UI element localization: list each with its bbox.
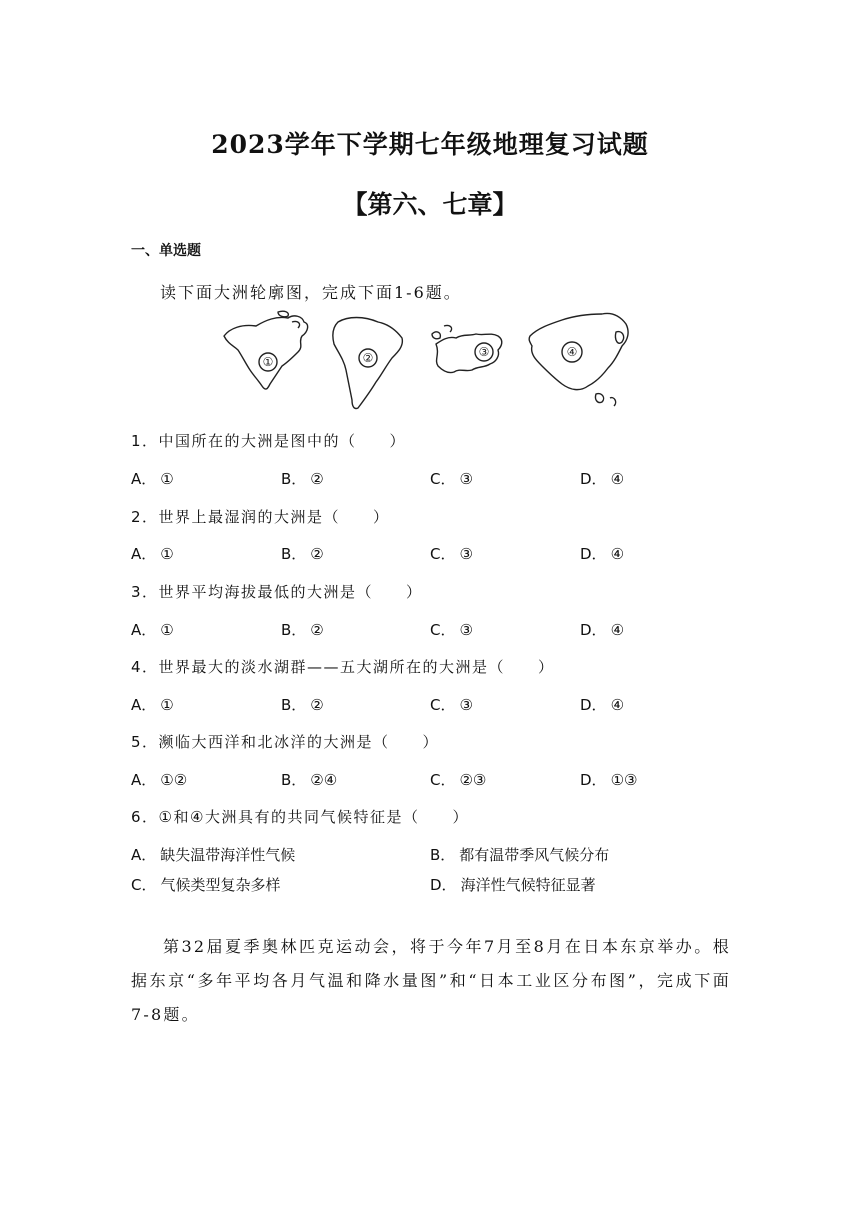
option-text: ④ [610, 545, 625, 563]
q5-option-c [430, 769, 486, 790]
option-text: ② [310, 470, 324, 488]
question-1-stem: 1．中国所在的大洲是图中的（ ） [131, 432, 407, 450]
map-label-3: ③ [478, 345, 490, 359]
option-text: ③ [459, 545, 473, 563]
q5-option-a [131, 769, 187, 790]
option-label: B． [281, 470, 307, 488]
q6-option-d [430, 874, 596, 895]
option-label: A． [131, 696, 157, 714]
option-label: D． [580, 771, 607, 789]
q3-option-c [430, 619, 473, 640]
option-text: ④ [610, 470, 625, 488]
option-text: ③ [459, 621, 473, 639]
question-5-stem: 5．濒临大西洋和北冰洋的大洲是（ ） [131, 733, 440, 751]
option-label: A． [131, 846, 157, 864]
north-america-outline [224, 311, 308, 389]
option-text: ④ [610, 696, 625, 714]
map-label-2: ② [362, 351, 374, 365]
option-text: ② [310, 545, 324, 563]
option-text: ② [310, 621, 324, 639]
option-text: ① [160, 621, 174, 639]
option-label: D． [430, 876, 457, 894]
option-label: B． [281, 771, 307, 789]
option-label: D． [580, 470, 607, 488]
option-label: D． [580, 696, 607, 714]
q1-option-a [131, 468, 174, 489]
page-subtitle: 【第六、七章】 [342, 190, 518, 219]
page-title: 2023学年下学期七年级地理复习试题 [211, 130, 649, 159]
option-label: A． [131, 621, 157, 639]
option-label: B． [430, 846, 456, 864]
option-text: 缺失温带海洋性气候 [160, 846, 296, 864]
q5-option-d [580, 769, 637, 790]
q4-option-b [281, 694, 324, 715]
option-text: 气候类型复杂多样 [160, 876, 281, 894]
q1-option-d [580, 468, 624, 489]
q3-option-b [281, 619, 324, 640]
question-4-stem: 4．世界最大的淡水湖群——五大湖所在的大洲是（ ） [131, 658, 555, 676]
option-label: C． [430, 771, 456, 789]
option-label: A． [131, 470, 157, 488]
option-text: ① [160, 470, 174, 488]
option-text: ②③ [459, 771, 487, 789]
section-heading: 一、单选题 [131, 243, 201, 259]
q4-option-c [430, 694, 473, 715]
option-label: C． [430, 696, 456, 714]
q4-option-a [131, 694, 174, 715]
option-label: C． [430, 470, 456, 488]
q5-option-b [281, 769, 337, 790]
option-label: B． [281, 621, 307, 639]
option-text: ④ [610, 621, 625, 639]
option-text: ①② [160, 771, 188, 789]
option-label: B． [281, 545, 307, 563]
option-text: ① [160, 696, 174, 714]
option-label: D． [580, 621, 607, 639]
option-text: ③ [459, 470, 473, 488]
map-label-1: ① [262, 355, 274, 369]
q4-option-d [580, 694, 624, 715]
option-text: ②④ [310, 771, 338, 789]
option-label: B． [281, 696, 307, 714]
option-text: 都有温带季风气候分布 [459, 846, 610, 864]
map-label-4: ④ [566, 345, 578, 359]
q3-option-a [131, 619, 174, 640]
q2-option-d [580, 543, 624, 564]
q3-option-d [580, 619, 624, 640]
question-2-stem: 2．世界上最湿润的大洲是（ ） [131, 508, 390, 526]
reading-passage: 第32届夏季奥林匹克运动会，将于今年7月至8月在日本东京举办。根据东京“多年平均各月气温和降水量图”和“日本工业区分布图”，完成下面7-8题。 [131, 937, 731, 1024]
q2-option-c [430, 543, 473, 564]
q6-option-b [430, 844, 609, 865]
europe-outline [432, 325, 502, 372]
option-label: C． [430, 621, 456, 639]
q6-option-c [131, 874, 281, 895]
q1-option-c [430, 468, 473, 489]
continent-outline-maps [218, 306, 638, 414]
option-label: C． [430, 545, 456, 563]
option-text: ③ [459, 696, 473, 714]
q1-option-b [281, 468, 324, 489]
question-3-stem: 3．世界平均海拔最低的大洲是（ ） [131, 583, 423, 601]
intro-text: 读下面大洲轮廓图，完成下面1-6题。 [160, 283, 462, 302]
option-text: ② [310, 696, 324, 714]
option-text: ① [160, 545, 174, 563]
option-label: C． [131, 876, 157, 894]
option-text: 海洋性气候特征显著 [460, 876, 596, 894]
q2-option-b [281, 543, 324, 564]
option-label: A． [131, 771, 157, 789]
question-6-stem: 6．①和④大洲具有的共同气候特征是（ ） [131, 808, 469, 826]
q6-option-a [131, 844, 295, 865]
q2-option-a [131, 543, 174, 564]
option-text: ①③ [610, 771, 638, 789]
option-label: D． [580, 545, 607, 563]
option-label: A． [131, 545, 157, 563]
